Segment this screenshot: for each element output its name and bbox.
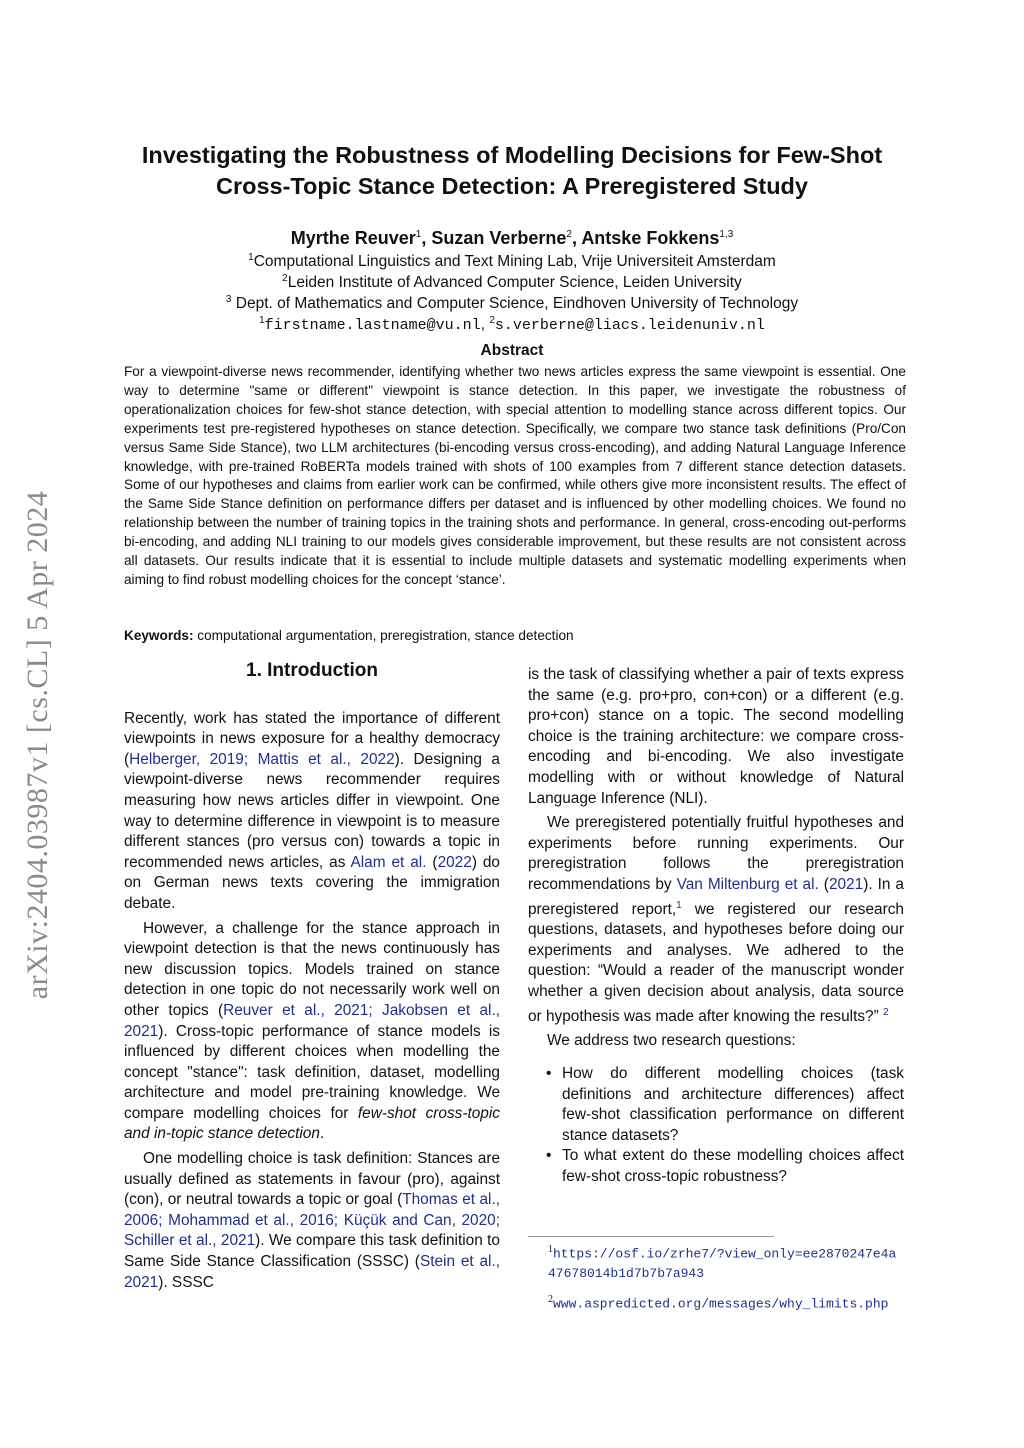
footnote-2: $^2$www.aspredicted.org/messages/why_limits.php: [548, 1293, 889, 1312]
research-questions: [528, 1064, 904, 1188]
email-2[interactable]: s.verberne@liacs.leidenuniv.nl: [494, 317, 765, 335]
intro-paragraph-3: One modelling choice is task definition: Stances are usually defined as statements in favour (pro), against (con), or neutral towards a topic or goal (Thomas et al., 2006; Mohammad et al., 2016; Küçük and Can, 2020; Schiller et al., 2021). We compare this task definition to Same Side Stance Classification (SSSC) (Stein et al., 2021). SSSC: [124, 1150, 501, 1291]
citation-link[interactable]: Alam et al.: [350, 853, 427, 871]
citation-link[interactable]: Thomas et al., 2006; Mohammad et al., 2016; Küçük and Can, 2020; Schiller et al., 2021: [124, 1191, 500, 1250]
author-list: Myrthe Reuver$^1$, Suzan Verberne$^2$, Antske Fokkens$^{1,3}$: [290, 228, 734, 248]
citation-link[interactable]: Helberger, 2019; Mattis et al., 2022: [129, 750, 395, 768]
title-line-1: Investigating the Robustness of Modelling Decisions for Few-Shot: [141, 142, 883, 168]
affiliation-1: $^1$Computational Linguistics and Text Mining Lab, Vrije Universiteit Amsterdam: [248, 252, 776, 271]
abstract-heading: Abstract: [480, 342, 544, 359]
keywords-label: Keywords:: [124, 628, 194, 643]
author-1: Myrthe Reuver: [290, 228, 416, 248]
citation-link[interactable]: 2021: [828, 875, 864, 893]
paper-title: [110, 140, 914, 202]
right-column: [528, 665, 904, 1188]
keywords: [124, 628, 574, 643]
rq-intro: We address two research questions:: [547, 1032, 796, 1050]
author-3: Antske Fokkens: [581, 228, 720, 248]
intro-paragraph-2: However, a challenge for the stance approach in viewpoint detection is that the news continuously has new discussion topics. Models trained on stance detection in one topic do not necessarily work well on other topics (Reuver et al., 2021; Jakobsen et al., 2021). Cross-topic performance of stance models is influenced by different choices when modelling the concept "stance": task definition, dataset, modelling architecture and model pre-training knowledge. We compare modelling choices for few-shot cross-topic and in-topic stance detection.: [124, 919, 500, 1143]
citation-link[interactable]: Van Miltenburg et al.: [676, 875, 819, 893]
keywords-list: computational argumentation, preregistration, stance detection: [193, 628, 574, 643]
abstract-text: For a viewpoint-diverse news recommender, identifying whether two news articles express the same viewpoint is essential. One way to determine "same or different" viewpoint is stance detection. In this paper, we investigate the robustness of operationalization choices for few-shot stance detection, with special attention to modelling stance across different topics. Our experiments test pre-registered hypotheses on stance detection. Specifically, we compare two stance task definitions (Pro/Con versus Same Side Stance), two LLM architectures (bi-encoding versus cross-encoding), and adding Natural Language Inference knowledge, with pre-trained RoBERTa models trained with shots of 100 examples from 7 different stance detection datasets. Some of our hypotheses and claims from earlier work can be confirmed, while others give more inconsistent results. The effect of the Same Side Stance definition on performance differs per dataset and is influenced by other modelling choices. We found no relationship between the number of training topics in the training shots and performance. In general, cross-encoding out-performs bi-encoding, and adding NLI training to our models gives considerable improvement, but these results are not consistent across all datasets. Our results indicate that it is essential to include multiple datasets and systematic modelling experiments when aiming to find robust modelling choices for the concept ‘stance’.: [124, 364, 906, 587]
list-item: • To what extent do these modelling choices affect few-shot cross-topic robustness?: [546, 1147, 904, 1185]
affiliation-3: $^3$ Dept. of Mathematics and Computer Science, Eindhoven University of Technology: [225, 294, 799, 313]
intro-paragraph-1: Recently, work has stated the importance of different viewpoints in news exposure for a healthy democracy (Helberger, 2019; Mattis et al., 2022). Designing a viewpoint-diverse news recommender requires measuring how news articles differ in viewpoint. One way to determine difference in viewpoint is to measure different stances (pro versus con) towards a topic in recommended news articles, as Alam et al. (2022) do on German news texts covering the immigration debate.: [124, 709, 500, 912]
footnote-divider: [528, 1236, 774, 1237]
list-item: • How do different modelling choices (task definitions and architecture differences) affect few-shot classification performance on different stance datasets?: [546, 1064, 904, 1144]
footnote-ref-2[interactable]: 2: [883, 1006, 889, 1018]
footnote-1: $^1$https://osf.io/zrhe7/?view_only=ee2870247e4a47678014b1d7b7b7a943: [548, 1244, 897, 1282]
title-line-2: Cross-Topic Stance Detection: A Preregistered Study: [216, 173, 808, 199]
intro-paragraph-5: We preregistered potentially fruitful hypotheses and experiments before running experiments. Our preregistration follows the preregistration recommendations by Van Miltenburg et al. (2021). In a preregistered report,$^1$ we registered our research questions, datasets, and hypotheses before doing our experiments and analyses. We adhered to the question: “Would a reader of the manuscript wonder whether a given decision about analysis, data source or hypothesis was made after knowing the results?” $^2$: [528, 814, 904, 1025]
author-2: Suzan Verberne: [431, 228, 567, 248]
affiliation-2: $^2$Leiden Institute of Advanced Computer Science, Leiden University: [282, 273, 742, 292]
footnote-url-2[interactable]: www.aspredicted.org/messages/why_limits.php: [553, 1296, 889, 1312]
citation-link[interactable]: Stein et al., 2021: [124, 1253, 501, 1291]
footnote-ref-1[interactable]: 1: [676, 899, 682, 911]
left-column: [124, 661, 500, 1293]
footnotes: [528, 1240, 904, 1314]
footnote-url-1[interactable]: https://osf.io/zrhe7/?view_only=ee2870247e4a47678014b1d7b7b7a943: [548, 1246, 897, 1282]
section-heading: 1. Introduction: [246, 660, 378, 681]
arxiv-stamp: arXiv:2404.03987v1 [cs.CL] 5 Apr 2024: [21, 490, 54, 1000]
author-emails: $^1$firstname.lastname@vu.nl, $^2$s.verberne@liacs.leidenuniv.nl: [259, 315, 765, 335]
email-1[interactable]: firstname.lastname@vu.nl: [264, 317, 481, 335]
citation-link[interactable]: 2022: [437, 853, 472, 871]
intro-paragraph-4: is the task of classifying whether a pair of texts express the same (e.g. pro+pro, con+con) or a different (e.g. pro+con) stance on a topic. The second modelling choice is the training architecture: we compare cross-encoding and bi-encoding. We also investigate modelling with or without knowledge of Natural Language Inference (NLI).: [528, 666, 904, 807]
citation-link[interactable]: Reuver et al., 2021; Jakobsen et al., 2021: [124, 1001, 500, 1040]
